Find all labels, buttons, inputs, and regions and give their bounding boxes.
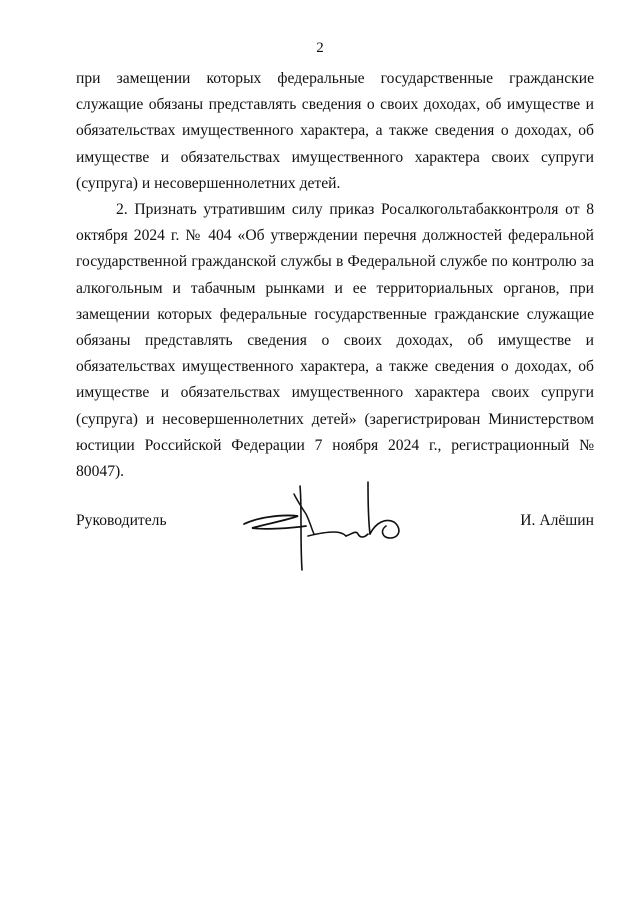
handwritten-signature <box>236 478 416 572</box>
signatory-name: И. Алёшин <box>520 512 594 529</box>
document-body <box>76 66 594 485</box>
page-number: 2 <box>316 40 324 56</box>
signatory-title: Руководитель <box>76 512 167 529</box>
paragraph-continuation: при замещении которых федеральные государственные гражданские служащие обязаны представлять сведения о своих доходах, об имуществе и обязательствах имущественного характера, а также сведения о доходах, об имуществе и обязательствах имущественного характера своих супруги (супруга) и несовершеннолетних детей. <box>76 70 594 192</box>
paragraph-item-2: 2. Признать утратившим силу приказ Росалкогольтабакконтроля от 8 октября 2024 г. № 404 «Об утверждении перечня должностей федеральной государственной гражданской службы в Федеральной службе по контролю за алкогольным и табачным рынками и ее территориальных органов, при замещении которых федеральные государственные гражданские служащие обязаны представлять сведения о своих доходах, об имуществе и обязательствах имущественного характера, а также сведения о доходах, об имуществе и обязательствах имущественного характера своих супруги (супруга) и несовершеннолетних детей» (зарегистрирован Министерством юстиции Российской Федерации 7 ноября 2024 г., регистрационный № 80047). <box>76 201 594 481</box>
